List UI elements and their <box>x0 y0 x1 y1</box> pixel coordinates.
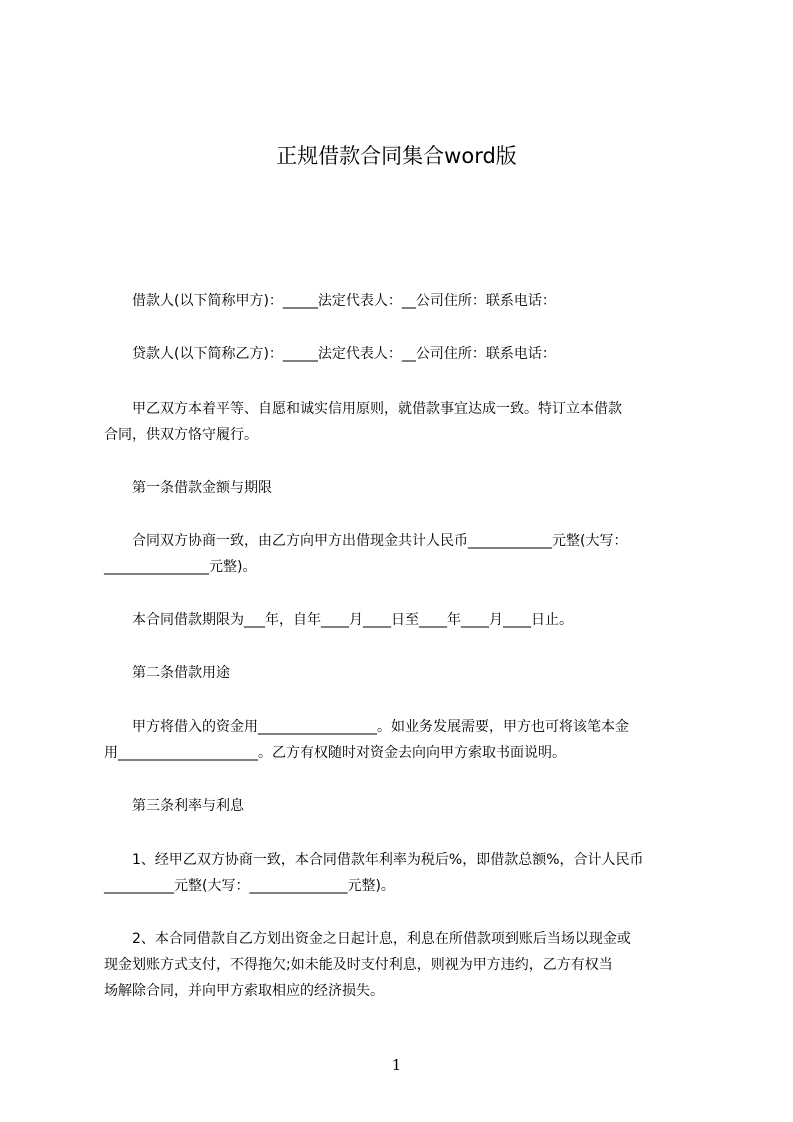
paragraph-article1-amount <box>104 528 704 580</box>
paragraph-article3-item2 <box>104 926 704 1004</box>
article1-heading <box>104 475 704 501</box>
paragraph-line: 借款人(以下简称甲方)：_____法定代表人：__公司住所：联系电话： <box>104 293 556 309</box>
page-number: 1 <box>391 1056 402 1074</box>
paragraph-lender <box>104 341 704 367</box>
paragraph-preamble <box>104 396 704 448</box>
article2-heading <box>104 660 704 686</box>
paragraph-line: 1、经甲乙双方协商一致，本合同借款年利率为税后%，即借款总额%，合计人民币 <box>104 852 644 868</box>
paragraph-article3-item1 <box>104 847 704 899</box>
paragraph-line: 本合同借款期限为___年，自年____月____日至____年____月____日止。 <box>104 612 573 628</box>
paragraph-line: 2、本合同借款自乙方划出资金之日起计息，利息在所借款项到账后当场以现金或 <box>104 931 631 947</box>
paragraph-line: 场解除合同，并向甲方索取相应的经济损失。 <box>104 983 384 999</box>
paragraph-line: 第一条借款金额与期限 <box>104 480 272 496</box>
article3-heading <box>104 793 704 819</box>
paragraph-article2-purpose <box>104 714 704 766</box>
paragraph-article1-term <box>104 607 704 633</box>
document-title: 正规借款合同集合word版 <box>276 144 517 168</box>
paragraph-line: 合同双方协商一致，由乙方向甲方出借现金共计人民币____________元整(大写： <box>104 533 628 549</box>
paragraph-line: 甲乙双方本着平等、自愿和诚实信用原则，就借款事宜达成一致。特订立本借款 <box>104 401 622 417</box>
paragraph-line: 贷款人(以下简称乙方)：_____法定代表人：__公司住所：联系电话： <box>104 346 556 362</box>
paragraph-borrower <box>104 288 704 314</box>
paragraph-line: __________元整(大写：______________元整)。 <box>104 878 395 894</box>
paragraph-line: 第三条利率与利息 <box>104 798 244 814</box>
paragraph-line: 现金划账方式支付，不得拖欠;如未能及时支付利息，则视为甲方违约，乙方有权当 <box>104 957 613 973</box>
paragraph-line: 用____________________。乙方有权随时对资金去向向甲方索取书面说明。 <box>104 745 566 761</box>
paragraph-line: 合同，供双方恪守履行。 <box>104 427 258 443</box>
paragraph-line: 甲方将借入的资金用_________________。如业务发展需要，甲方也可将该笔本金 <box>104 719 629 735</box>
paragraph-line: 第二条借款用途 <box>104 665 230 681</box>
paragraph-line: _______________元整)。 <box>104 559 257 575</box>
